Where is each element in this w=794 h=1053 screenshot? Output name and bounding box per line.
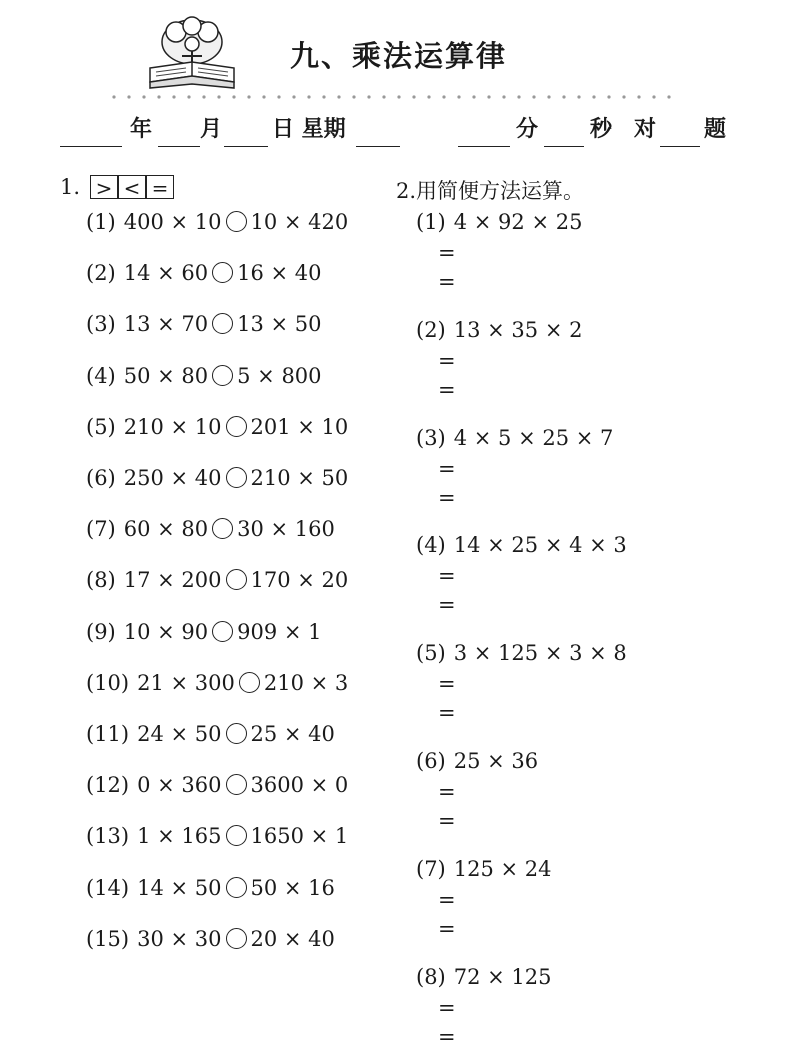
left-expression: 30 × 30: [137, 926, 222, 951]
answer-circle[interactable]: [226, 877, 247, 898]
weekday-label: 日 星期: [272, 117, 346, 142]
calc-item: [416, 426, 613, 450]
item-number: (11): [86, 722, 130, 746]
item-number: (1): [416, 210, 446, 234]
right-expression: 201 × 10: [250, 414, 349, 439]
minute-blank[interactable]: [458, 146, 510, 147]
left-expression: 400 × 10: [123, 210, 222, 234]
compare-item: [86, 261, 322, 285]
answer-circle[interactable]: [212, 313, 233, 334]
item-number: (13): [86, 824, 130, 849]
divider-dot: [652, 95, 655, 98]
answer-circle[interactable]: [212, 518, 233, 539]
item-number: (1): [86, 210, 116, 234]
divider-dot: [277, 95, 280, 98]
divider-dot: [232, 95, 235, 98]
answer-circle[interactable]: [226, 416, 247, 437]
year-label: 年: [130, 117, 153, 142]
left-expression: 17 × 200: [123, 568, 222, 593]
compare-item: [86, 415, 348, 439]
question-2-heading: 2.用简便方法运算。: [396, 179, 585, 203]
answer-circle[interactable]: [239, 672, 260, 693]
compare-item: [86, 722, 335, 746]
equals-step[interactable]: =: [438, 564, 456, 589]
month-blank[interactable]: [158, 146, 200, 147]
item-number: (6): [86, 466, 116, 490]
year-blank[interactable]: [60, 146, 122, 147]
item-number: (15): [86, 926, 130, 951]
equals-step[interactable]: =: [438, 916, 456, 941]
divider-dot: [187, 95, 190, 98]
question-1-number: 1.: [60, 175, 81, 199]
divider-dot: [367, 95, 370, 98]
month-label: 月: [200, 117, 223, 142]
expression: 13 × 35 × 2: [453, 317, 583, 342]
right-expression: 5 × 800: [237, 363, 322, 388]
compare-item: [86, 210, 348, 234]
left-expression: 210 × 10: [123, 414, 222, 439]
item-number: (14): [86, 875, 130, 900]
date-line: [60, 112, 740, 152]
expression: 72 × 125: [453, 964, 552, 989]
equals-step[interactable]: =: [438, 593, 456, 618]
divider-dot: [262, 95, 265, 98]
compare-item: [86, 364, 322, 388]
right-expression: 170 × 20: [250, 568, 349, 593]
calc-item: [416, 533, 627, 557]
divider-dot: [472, 95, 475, 98]
item-number: (7): [86, 517, 116, 542]
equals-step[interactable]: =: [438, 809, 456, 833]
answer-circle[interactable]: [226, 774, 247, 795]
left-expression: 60 × 80: [123, 517, 209, 542]
symbol-greater: >: [90, 175, 118, 199]
item-number: (2): [86, 261, 116, 286]
questions-label: 题: [704, 117, 727, 142]
divider-dot: [217, 95, 220, 98]
page-title: 九、乘法运算律: [290, 39, 508, 73]
equals-step[interactable]: =: [438, 995, 456, 1020]
right-expression: 10 × 420: [250, 210, 349, 234]
compare-item: [86, 927, 335, 951]
equals-step[interactable]: =: [438, 270, 456, 294]
equals-step[interactable]: =: [438, 780, 456, 804]
answer-circle[interactable]: [212, 365, 233, 386]
equals-step[interactable]: =: [438, 377, 456, 402]
divider-dot: [397, 95, 400, 98]
correct-label: 对: [634, 117, 657, 142]
item-number: (7): [416, 856, 446, 881]
divider-dot: [322, 95, 325, 98]
answer-circle[interactable]: [226, 928, 247, 949]
equals-step[interactable]: =: [438, 1024, 456, 1049]
compare-item: [86, 620, 322, 644]
divider-dot: [142, 95, 145, 98]
item-number: (4): [416, 533, 446, 558]
right-expression: 909 × 1: [237, 619, 322, 644]
divider-dot: [562, 95, 565, 98]
left-expression: 50 × 80: [123, 363, 209, 388]
minute-label: 分: [516, 117, 539, 142]
second-label: 秒: [590, 117, 613, 142]
divider-dot: [112, 95, 115, 98]
expression: 4 × 5 × 25 × 7: [453, 425, 614, 450]
right-expression: 50 × 16: [250, 875, 335, 900]
left-expression: 10 × 90: [123, 619, 209, 644]
answer-circle[interactable]: [226, 825, 247, 846]
item-number: (8): [86, 568, 116, 593]
right-expression: 1650 × 1: [250, 824, 349, 849]
expression: 125 × 24: [453, 856, 552, 881]
divider-dot: [457, 95, 460, 98]
calc-item: [416, 857, 552, 881]
item-number: (10): [86, 670, 130, 695]
answer-circle[interactable]: [212, 262, 233, 283]
divider-dot: [532, 95, 535, 98]
item-number: (6): [416, 749, 446, 773]
compare-item: [86, 773, 348, 797]
equals-step[interactable]: =: [438, 701, 456, 726]
item-number: (3): [416, 425, 446, 450]
book-logo-icon: [146, 12, 238, 92]
divider-dot: [427, 95, 430, 98]
equals-step[interactable]: =: [438, 348, 456, 373]
calc-item: [416, 749, 538, 773]
calc-item: [416, 318, 582, 342]
day-blank[interactable]: [224, 146, 268, 147]
right-expression: 20 × 40: [250, 926, 335, 951]
divider-dot: [547, 95, 550, 98]
divider-dot: [172, 95, 175, 98]
right-expression: 3600 × 0: [250, 773, 349, 798]
second-blank[interactable]: [544, 146, 584, 147]
divider-dot: [352, 95, 355, 98]
equals-step[interactable]: =: [438, 456, 456, 481]
left-expression: 14 × 50: [137, 875, 222, 900]
divider-dot: [292, 95, 295, 98]
answer-circle[interactable]: [212, 621, 233, 642]
expression: 4 × 92 × 25: [453, 210, 583, 234]
symbol-less: <: [118, 175, 146, 199]
divider-dot: [337, 95, 340, 98]
equals-step[interactable]: =: [438, 241, 456, 265]
divider-dot: [622, 95, 625, 98]
divider-dot: [502, 95, 505, 98]
divider-dot: [637, 95, 640, 98]
right-expression: 30 × 160: [237, 517, 335, 542]
right-expression: 210 × 3: [263, 670, 349, 695]
divider-dot: [307, 95, 310, 98]
compare-item: [86, 876, 335, 900]
answer-circle[interactable]: [226, 569, 247, 590]
divider-dot: [247, 95, 250, 98]
compare-item: [86, 466, 348, 490]
right-expression: 210 × 50: [250, 466, 349, 490]
left-expression: 0 × 360: [137, 773, 222, 798]
compare-item: [86, 671, 348, 695]
item-number: (3): [86, 312, 116, 337]
weekday-blank[interactable]: [356, 146, 400, 147]
decorative-divider: [110, 94, 680, 100]
divider-dot: [517, 95, 520, 98]
expression: 3 × 125 × 3 × 8: [453, 641, 627, 666]
divider-dot: [382, 95, 385, 98]
divider-dot: [127, 95, 130, 98]
compare-item: [86, 824, 348, 848]
divider-dot: [412, 95, 415, 98]
divider-dot: [157, 95, 160, 98]
expression: 14 × 25 × 4 × 3: [453, 533, 627, 558]
answer-circle[interactable]: [226, 723, 247, 744]
compare-item: [86, 517, 335, 541]
answer-circle[interactable]: [226, 467, 247, 488]
item-number: (9): [86, 619, 116, 644]
left-expression: 21 × 300: [137, 670, 235, 695]
divider-dot: [487, 95, 490, 98]
correct-count-blank[interactable]: [660, 146, 700, 147]
right-expression: 25 × 40: [250, 722, 335, 746]
equals-step[interactable]: =: [438, 672, 456, 697]
calc-item: [416, 210, 582, 234]
item-number: (12): [86, 773, 130, 798]
item-number: (2): [416, 317, 446, 342]
left-expression: 250 × 40: [123, 466, 222, 490]
compare-item: [86, 312, 322, 336]
divider-dot: [442, 95, 445, 98]
calc-item: [416, 965, 552, 989]
compare-item: [86, 568, 348, 592]
equals-step[interactable]: =: [438, 485, 456, 510]
calc-item: [416, 641, 627, 665]
divider-dot: [607, 95, 610, 98]
item-number: (4): [86, 363, 116, 388]
divider-dot: [667, 95, 670, 98]
question-1-heading: [60, 175, 169, 200]
left-expression: 24 × 50: [137, 722, 222, 746]
divider-dot: [202, 95, 205, 98]
divider-dot: [592, 95, 595, 98]
answer-circle[interactable]: [226, 211, 247, 232]
item-number: (5): [86, 414, 116, 439]
expression: 25 × 36: [453, 749, 539, 773]
left-expression: 1 × 165: [137, 824, 222, 849]
item-number: (5): [416, 641, 446, 666]
left-expression: 13 × 70: [123, 312, 209, 337]
right-expression: 16 × 40: [237, 261, 322, 286]
divider-dot: [577, 95, 580, 98]
right-expression: 13 × 50: [237, 312, 322, 337]
item-number: (8): [416, 964, 446, 989]
symbol-equal: =: [146, 175, 174, 199]
left-expression: 14 × 60: [123, 261, 209, 286]
equals-step[interactable]: =: [438, 887, 456, 912]
